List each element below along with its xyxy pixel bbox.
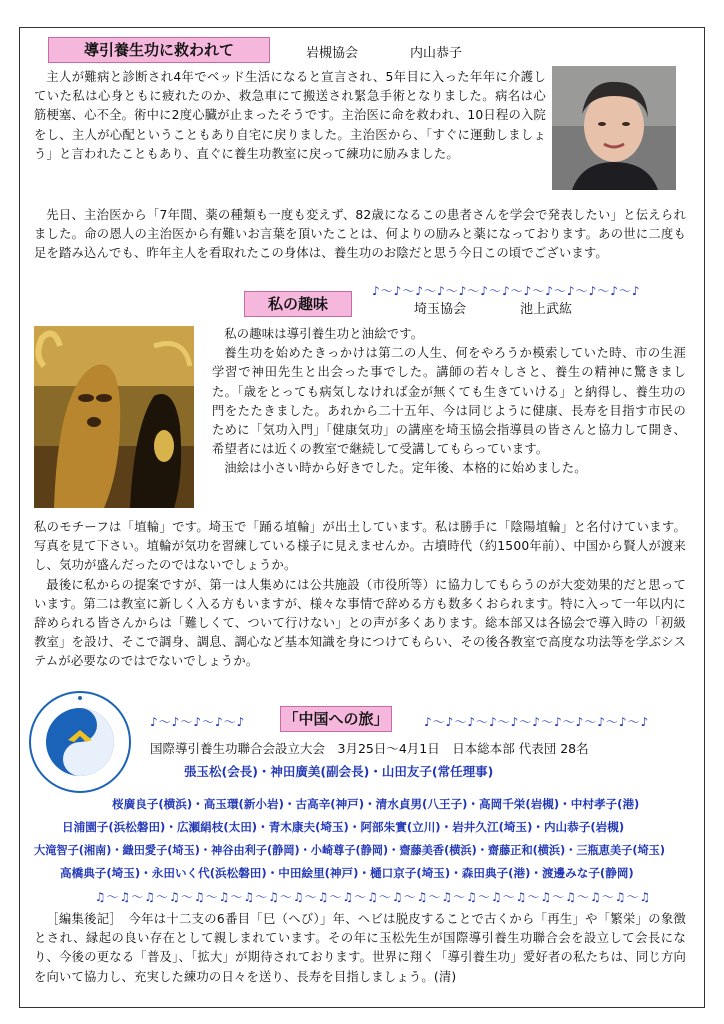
article2-paragraph-4: 私のモチーフは「埴輪」です。埼玉で「踊る埴輪」が出土しています。私は勝手に「陰陽埴輪」と名付けています。写真を見て下さい。埴輪が気功を習練している様子に見えませんか。古墳時代（約1500年前）、中国から賢人が渡来し、気功が盛んだったのではないでしょうか。 [34, 520, 686, 573]
article2-title: 私の趣味 [244, 291, 352, 317]
editor-postscript [34, 910, 686, 987]
article1-paragraph-1: 主人が難病と診断され4年でベッド生活になると宣言され、5年目に入った年年に介護していた私は心身ともに疲れたのか、救急車にて搬送され緊急手術となりました。病名は心筋梗塞、心不全。術中に2度心臓が止まったそうです。主治医に命を救われ、10日程の入院をし、主人が心配ということもあり自宅に戻りました。主治医から、「すぐに運動しましょう」と言われたこともあり、直ぐに養生功教室に戻って練功に励みました。 [34, 70, 546, 161]
event-line: 国際導引養生功聯合会設立大会 3月25日～4月1日 日本総本部 代表団 28名 [150, 741, 589, 756]
article1-title: 導引養生功に救われて [48, 37, 270, 63]
postscript-text: ［編集後記］ 今年は十二支の6番目「巳（へび）」年、ヘビは脱皮することで古くから「再生」や「繁栄」の象徴とされ、縁起の良い存在として親しまれています。その年に玉松先生が国際導引養生功聯合会を設立して会長になり、今後の更なる「普及」、「拡大」が期待されております。世界に翔く「導引養生功」愛好者の私たちは、同じ方向を向いて協力し、充実した練功の日々を送り、長寿を目指しましょう。(清) [34, 912, 686, 984]
article2-association: 埼玉協会 [414, 302, 467, 317]
article2-paragraph-5: 最後に私からの提案ですが、第一は人集めには公共施設（市役所等）に協力してもらうのが大変効果的だと思っています。第二は教室に新しく入る方もいますが、様々な事情で辞める方も数多くおられます。特に入って一年以内に辞められる皆さんからは「難しくて、ついて行けない」との声が多くあります。総本部又は各協会で導入時の「初級教室」を設け、そこで調身、調息、調心など基本知識を身につけてもらい、その後各教室で高度な功法等を学ぶシステムが必要なのではでないでしょうか。 [34, 577, 686, 669]
article1-author: 内山恭子 [410, 46, 463, 61]
member-line-4: 高橋典子(埼玉)・永田いく代(浜松磐田)・中田絵里(神戸)・樋口京子(埼玉)・森田典子(港)・渡邊みな子(静岡) [60, 866, 634, 880]
member-line-2: 日浦園子(浜松磐田)・広瀬絹枝(太田)・青木康夫(埼玉)・阿部朱實(立川)・岩井久江(埼玉)・内山恭子(岩槻) [62, 820, 625, 834]
haniwa-oil-painting [34, 326, 194, 508]
article2-paragraph-3: 油絵は小さい時から好きでした。定年後、本格的に始めました。 [224, 461, 587, 476]
article2-paragraph-2: 養生功を始めたきっかけは第二の人生、何をやろうか模索していた時、市の生涯学習で神田先生と出会った事でした。講師の若々しさと、養生の精神に驚きました。「歳をとっても病気しなければ金が無くても生きていける」と納得し、養生功の門をたたきました。あれから二十五年、今は同じように健康、長寿を目指す市民のために「気功入門」「健康気功」の講座を埼玉協会指導員の皆さんと協力して開き、希望者には近くの教室で継続して受講してもらっています。 [212, 346, 686, 457]
article2-body-full [34, 518, 686, 672]
member-line-3: 大滝智子(湘南)・織田愛子(埼玉)・神谷由利子(静岡)・小崎尊子(静岡)・齋藤美香(横浜)・齋藤正和(横浜)・三瓶恵美子(埼玉) [34, 844, 665, 857]
music-notes-left: ♪～♪～♪～♪～♪ [150, 715, 246, 729]
author-portrait-photo [552, 66, 676, 190]
article1-association: 岩槻協会 [306, 46, 359, 61]
leaders-line: 張玉松(会長)・神田廣美(副会長)・山田友子(常任理事) [184, 764, 494, 779]
article2-body-right [212, 325, 686, 479]
article3-title: 「中国への旅」 [280, 706, 392, 732]
music-notes-right: ♪～♪～♪～♪～♪～♪～♪～♪～♪～♪～♪ [424, 715, 650, 729]
article1-body-top [34, 68, 546, 164]
article1-body-bottom [34, 206, 686, 264]
music-note-divider-2: ♫～♫～♫～♫～♫～♫～♫～♫～♫～♫～♫～♫～♫～♫～♫～♫～♫～♫～♫～♫～♫～♫～♫ [94, 890, 652, 904]
article1-paragraph-2: 先日、主治医から「7年間、薬の種類も一度も変えず、82歳になるこの患者さんを学会で発表したい」と伝えられました。命の恩人の主治医から有難いお言葉を頂いたことは、何よりの励みと薬になっております。あの世に二度も足を踏み込んでも、昨年主人を看取れたこの身体は、養生功のお陰だと思う今日この頃でございます。 [34, 208, 686, 261]
music-note-divider: ♪～♪～♪～♪～♪～♪～♪～♪～♪～♪～♪～♪～♪ [372, 284, 641, 298]
federation-logo [28, 690, 132, 794]
article2-paragraph-1: 私の趣味は導引養生功と油絵です。 [224, 327, 424, 341]
member-line-1: 桜廣良子(横浜)・高玉環(新小岩)・古高辛(神戸)・清水貞男(八王子)・高岡千栄(岩槻)・中村孝子(港) [112, 797, 640, 811]
article2-author: 池上武紘 [520, 302, 573, 317]
